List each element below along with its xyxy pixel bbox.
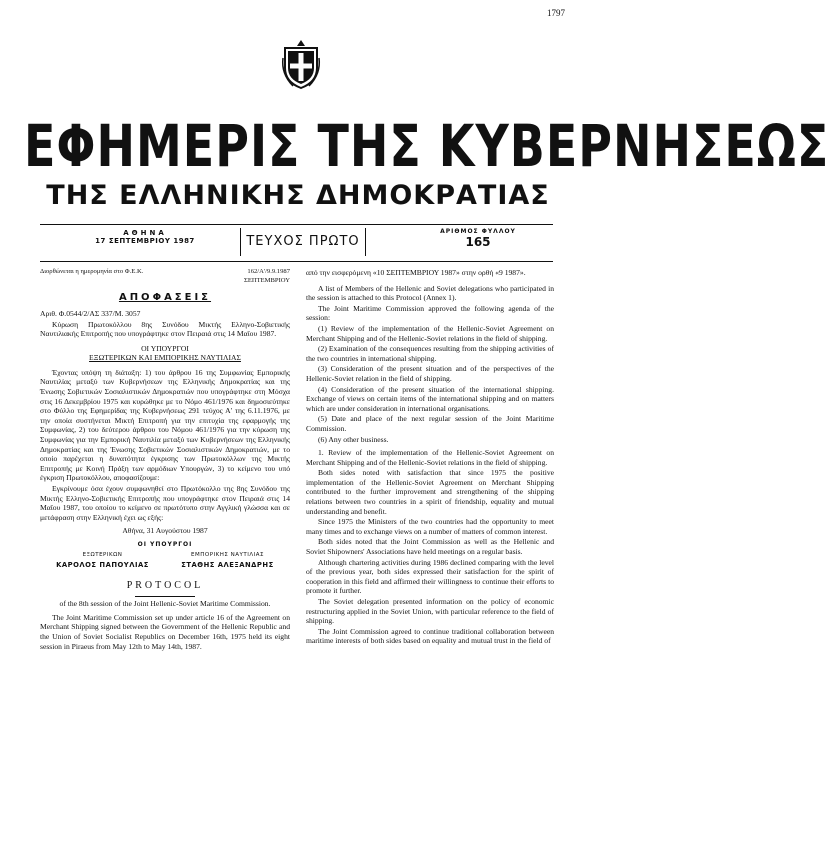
agenda-item: (5) Date and place of the next regular session of the Joint Maritime Commission.	[306, 414, 554, 433]
signatures-title: ΟΙ ΥΠΟΥΡΓΟΙ	[137, 540, 193, 548]
ministers-title: ΟΙ ΥΠΟΥΡΓΟΙ	[141, 343, 189, 353]
correction-ref: 162/Α'/9.9.1987	[247, 268, 290, 275]
decision-summary: Κύρωση Πρωτοκόλλου 8ης Συνόδου Μικτής Ελληνο-Σοβιετικής Ναυτιλιακής Επιτροπής που υπογράφτηκε στον Πειραιά στις 14 Μαΐου 1987.	[40, 319, 290, 339]
agenda-item: (4) Consideration of the present situation of the international shipping. Exchange of views on certain items of the international shipping and on matters which are under consideration in international organisations.	[306, 384, 554, 413]
decision-reference: Αριθ. Φ.0544/2/ΑΣ 337/Μ. 3057	[40, 309, 141, 319]
issue-date: 17 ΣΕΠΤΕΜΒΡΙΟΥ 1987	[95, 237, 195, 245]
ministries-names: ΕΞΩΤΕΡΙΚΩΝ ΚΑΙ ΕΜΠΟΡΙΚΗΣ ΝΑΥΤΙΛΙΑΣ	[89, 353, 241, 363]
protocol-paragraph: Both sides noted with satisfaction that since 1975 the positive implementation of the Hellenic-Soviet Agreement on Merchant Shipping contributed to the further improvement and strengthening of the shipping relations between two countries in a spirit of friendship, equality and mutual understanding and benefit.	[306, 468, 554, 516]
protocol-paragraph: The Joint Commission agreed to continue traditional collaboration between maritime interests of both sides based on equality and mutual trust in the field of	[306, 626, 554, 646]
protocol-paragraph: Although chartering activities during 1986 declined comparing with the level of the previous year, both sides expressed their satisfaction for the spirit of cooperation in this field and affirmed their willingness to continue their efforts to promote it further.	[306, 557, 554, 596]
page-number: 1797	[547, 8, 565, 18]
signature-role: ΕΞΩΤΕΡΙΚΩΝ	[82, 552, 123, 559]
issue-place-date	[70, 229, 220, 245]
issue-city: ΑΘΗΝΑ	[123, 229, 167, 237]
protocol-paragraph: A list of Members of the Hellenic and Soviet delegations who participated in the session is attached to this Protocol (Annex 1).	[306, 283, 554, 303]
ministers-heading	[40, 344, 290, 363]
decision-body-approval: Εγκρίνουμε όσα έχουν συμφωνηθεί στο Πρωτόκολλο της 8ης Συνόδου της Μικτής Ελληνο-Σοβιετικής Επιτροπής που υπογράφτηκε στον Πειραιά στις 14 Μαΐου 1987, του οποίου το κείμενο σε πρωτότυπο στην Αγγλική γλώσσα και σε μετάφραση στην Ελληνική έχει ως εξής:	[40, 483, 290, 522]
agenda-item: (3) Consideration of the present situation and of the perspectives of the Hellenic-Soviet relation in the field of shipping.	[306, 364, 554, 383]
agenda-item: (6) Any other business.	[318, 434, 389, 444]
correction-month: ΣΕΠΤΕΜΒΡΙΟΥ	[243, 276, 290, 284]
agenda-item: (1) Review of the implementation of the Hellenic-Soviet Agreement on Merchant Shipping and of the Hellenic-Soviet relations in the field of shipping.	[306, 323, 554, 343]
protocol-heading: PROTOCOL	[126, 579, 204, 591]
signature-name: ΣΤΑΘΗΣ ΑΛΕΞΑΝΔΡΗΣ	[181, 561, 274, 570]
section-heading-decisions: ΑΠΟΦΑΣΕΙΣ	[118, 291, 212, 303]
issue-teuxos: ΤΕΥΧΟΣ ΠΡΩΤΟ	[240, 228, 366, 256]
agenda-item: (2) Examination of the consequences resulting from the shipping activities of the two countries in international shipping.	[306, 344, 554, 363]
correction-text: Διορθώνεται η ημερομηνία στο Φ.Ε.Κ.	[40, 268, 144, 275]
protocol-subheading: of the 8th session of the Joint Hellenic-Soviet Maritime Commission.	[59, 599, 271, 609]
correction-continued: από την εισφερόμενη «10 ΣΕΠΤΕΜΒΡΙΟΥ 1987» στην ορθή «9 1987».	[306, 268, 526, 277]
place-and-date: Αθήνα, 31 Αυγούστου 1987	[122, 526, 208, 536]
protocol-paragraph: Since 1975 the Ministers of the two countries had the opportunity to meet many times and to exchange views on a number of matters of common interest.	[306, 517, 554, 536]
signature-foreign-minister	[40, 551, 165, 570]
protocol-paragraph: The Joint Maritime Commission set up under article 16 of the Agreement on Merchant Shipping signed between the Government of the Hellenic Republic and the Union of Soviet Socialist Republics on December 16th, 1975 held its eight session in Piraeus from May 12th to May 14th, 1987.	[40, 612, 290, 651]
signature-name: ΚΑΡΟΛΟΣ ΠΑΠΟΥΛΙΑΣ	[56, 561, 149, 570]
signature-merchant-shipping-minister	[165, 551, 290, 570]
sheet-number: 165	[465, 235, 491, 249]
coat-of-arms-emblem	[281, 38, 321, 90]
sheet-number-label: ΑΡΙΘΜΟΣ ΦΥΛΛΟΥ	[440, 228, 516, 235]
protocol-divider	[135, 596, 195, 597]
protocol-paragraph: The Joint Maritime Commission approved the following agenda of the session:	[306, 303, 554, 323]
issue-info-bar	[40, 224, 553, 262]
protocol-paragraph: 1. Review of the implementation of the Hellenic-Soviet Agreement on Merchant Shipping and of the Hellenic-Soviet relations in the field of shipping.	[306, 448, 554, 467]
right-column	[306, 268, 554, 647]
issue-sheet	[423, 228, 533, 249]
left-column	[40, 268, 290, 652]
signatures-block	[40, 540, 290, 571]
newspaper-subtitle: ΤΗΣ ΕΛΛΗΝΙΚΗΣ ΔΗΜΟΚΡΑΤΙΑΣ	[46, 180, 550, 211]
correction-note	[40, 268, 290, 286]
protocol-paragraph: The Soviet delegation presented information on the policy of economic restructuring applied in the Soviet Union, with particular reference to the field of shipping.	[306, 597, 554, 626]
protocol-paragraph: Both sides noted that the Joint Commission as well as the Hellenic and Soviet Shipowners' Associations have held meetings on a regular basis.	[306, 537, 554, 557]
decision-body-considering: Έχοντας υπόψη τη διάταξη: 1) του άρθρου 16 της Συμφωνίας Εμπορικής Ναυτιλίας μεταξύ των Κυβερνήσεων της Ελληνικής Δημοκρατίας και της Ένωσης Σοβιετικών Σοσιαλιστικών Δημοκρατιών που υπογράφτηκε στη Μόσχα στις 16 Δεκεμβρίου 1975 και κυρώθηκε με το Νόμο 461/1976 και δημοσιεύτηκε στο Φύλλο της Εφημερίδας της Κυβερνήσεως 291 τεύχος Α' της 6.11.1976, με την οποία συστήνεται Μικτή Επιτροπή για την επιτυχία της εφαρμογής της Συμφωνίας, 2) του δεύτερου άρθρου του Νόμου 461/1976 για την κύρωση της Συμφωνίας για την Εμπορική Ναυτιλία μεταξύ των Κυβερνήσεων της Ελληνικής Δημοκρατίας και της Ένωσης Σοβιετικών Σοσιαλιστικών Δημοκρατιών, με το οποίο παρέχεται η δυνατότητα έγκρισης των Πρωτοκόλλων της Μικτής Επιτροπής με Κοινή Πράξη των αρμόδιων Υπουργών, 3) το κείμενο του υπό έγκριση Πρωτοκόλλου, αποφασίζουμε:	[40, 367, 290, 483]
newspaper-title: ΕΦΗΜΕΡΙΣ ΤΗΣ ΚΥΒΕΡΝΗΣΕΩΣ	[24, 112, 829, 180]
signature-role: ΕΜΠΟΡΙΚΗΣ ΝΑΥΤΙΛΙΑΣ	[191, 552, 264, 559]
